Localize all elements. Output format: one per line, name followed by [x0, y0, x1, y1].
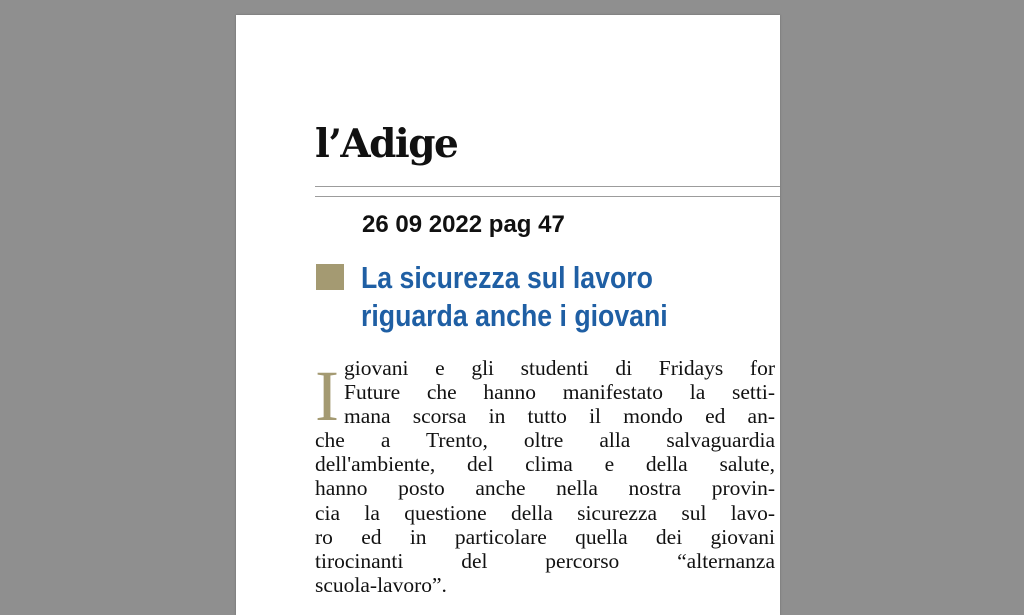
body-line: dell'ambiente, del clima e della salute, — [315, 452, 775, 477]
body-line: che a Trento, oltre alla salvaguardia — [315, 428, 775, 453]
headline-line-1: La sicurezza sul lavoro — [361, 260, 653, 295]
body-line: Future che hanno manifestato la setti- — [344, 380, 775, 405]
newspaper-masthead: l’Adige — [315, 121, 458, 167]
article-headline — [361, 259, 705, 335]
body-line: hanno posto anche nella nostra provin- — [315, 476, 775, 501]
body-line: scuola-lavoro”. — [315, 572, 447, 597]
body-line: mana scorsa in tutto il mondo ed an- — [344, 404, 775, 429]
drop-cap: I — [315, 356, 339, 436]
document-page — [236, 15, 780, 615]
body-line: cia la questione della sicurezza sul lavo- — [315, 500, 775, 525]
masthead-divider-bottom — [315, 196, 780, 197]
body-line: ro ed in particolare quella dei giovani — [315, 524, 775, 549]
body-line: tirocinanti del percorso “alternanza — [315, 548, 775, 573]
headline-line-2: riguarda anche i giovani — [361, 298, 668, 333]
headline-square-icon — [316, 264, 344, 290]
masthead-divider-top — [315, 186, 780, 187]
article-body — [315, 356, 775, 597]
body-line: giovani e gli studenti di Fridays for — [344, 356, 775, 380]
article-dateline: 26 09 2022 pag 47 — [362, 211, 565, 238]
